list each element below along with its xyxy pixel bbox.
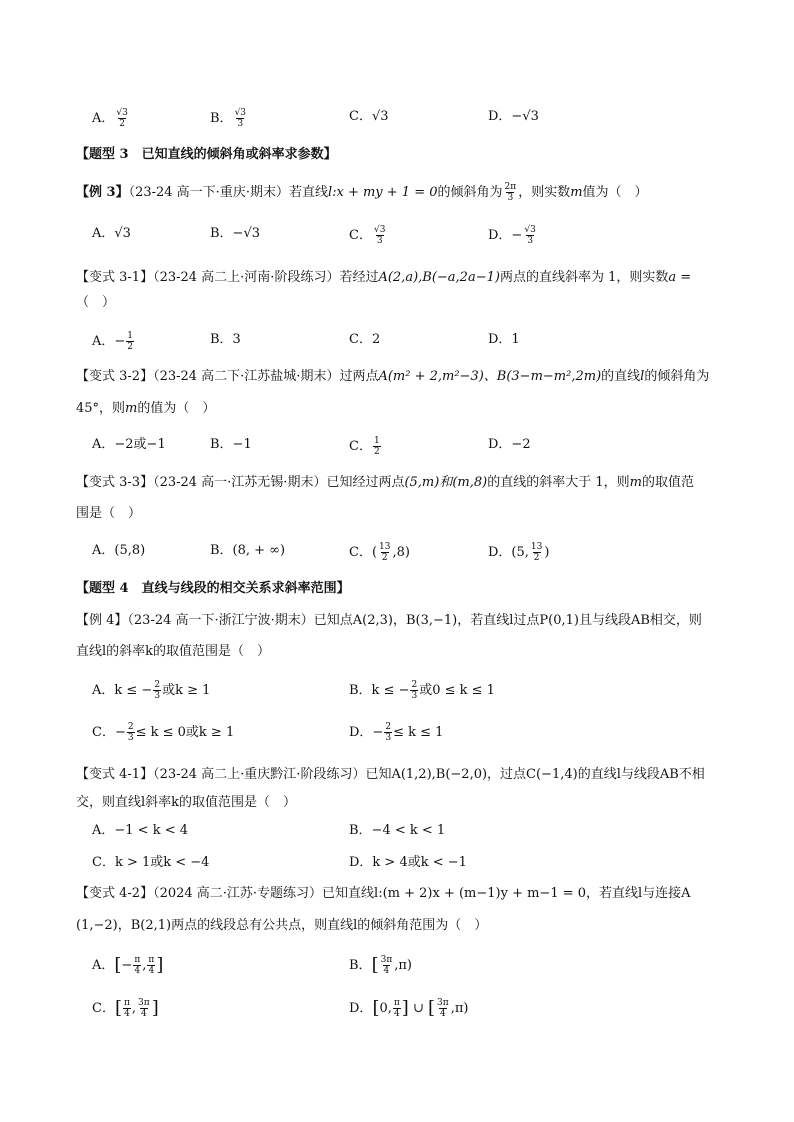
option-b: B．3 <box>210 332 241 347</box>
option-a: A．√3 <box>92 226 131 241</box>
option-d: D．1 <box>488 332 520 347</box>
option-d: D．− $\frac{√3}{3}$ <box>488 225 536 246</box>
option-c: C．[ $\frac{\pi}{4}$ , $\frac{3\pi}{4}$ ] <box>92 997 159 1019</box>
variant-3-3-line-2: 围是（ ） <box>76 506 142 521</box>
option-d: D．−√3 <box>488 109 539 124</box>
example-4-line-1: 【例 4】（23-24 高一下·浙江宁波·期末）已知点A(2,3)，B(3,−1)，若直线l过点P(0,1)且与线段AB相交，则 <box>76 613 702 628</box>
option-b: B．(8, + ∞) <box>210 543 286 558</box>
variant-4-1-line-2: 交，则直线l斜率k的取值范围是（ ） <box>76 795 297 810</box>
option-c: C．− $\frac{2}{3}$ ≤ k ≤ 0或k ≥ 1 <box>92 722 235 743</box>
option-d: D．k > 4或k < −1 <box>349 855 467 870</box>
option-c: C．( $\frac{13}{2}$ ,8) <box>349 542 410 563</box>
option-c: C．2 <box>349 332 381 347</box>
option-c: C．√3 <box>349 109 389 124</box>
option-b: B．−√3 <box>210 226 261 241</box>
option-b: B．[ $\frac{3\pi}{4}$ ,π) <box>349 954 412 976</box>
option-a: A．−2或−1 <box>92 437 166 452</box>
variant-3-1-line-2: （ ） <box>76 295 116 310</box>
option-b: B．−4 < k < 1 <box>349 823 446 838</box>
option-a: A．− $\frac{1}{2}$ <box>92 331 134 352</box>
option-a: A．k ≤ − $\frac{2}{3}$ 或k ≥ 1 <box>92 680 211 701</box>
option-b: B．−1 <box>210 437 252 452</box>
option-a: A．(5,8) <box>92 543 146 558</box>
option-b: B． $\frac{√3}{3}$ <box>210 108 247 129</box>
variant-4-1-line-1: 【变式 4-1】（23-24 高二上·重庆黔江·阶段练习）已知A(1,2),B(−2,0)，过点C(−1,4)的直线l与线段AB不相 <box>76 767 705 782</box>
section-title-3: 【题型 3 已知直线的倾斜角或斜率求参数】 <box>76 147 337 162</box>
variant-4-2-line-2: (1,−2)，B(2,1)两点的线段总有公共点，则直线l的倾斜角范围为（ ） <box>76 918 488 933</box>
option-a: A．−1 < k < 4 <box>92 823 189 838</box>
option-c: C． $\frac{√3}{3}$ <box>349 225 386 246</box>
option-c: C． $\frac{1}{2}$ <box>349 436 380 457</box>
section-title-4: 【题型 4 直线与线段的相交关系求斜率范围】 <box>76 581 350 596</box>
example-4-line-2: 直线l的斜率k的取值范围是（ ） <box>76 644 271 659</box>
variant-3-3-line-1: 【变式 3-3】（23-24 高一·江苏无锡·期末）已知经过两点(5,m)和(m,8)的直线的斜率大于 1，则m的取值范 <box>76 475 694 490</box>
option-d: D．(5, $\frac{13}{2}$ ) <box>488 542 550 563</box>
option-b: B．k ≤ − $\frac{2}{3}$ 或0 ≤ k ≤ 1 <box>349 680 495 701</box>
option-a: A． $\frac{√3}{2}$ <box>92 108 128 129</box>
option-c: C．k > 1或k < −4 <box>92 855 210 870</box>
option-a: A．[− $\frac{\pi}{4}$ , $\frac{\pi}{4}$ ] <box>92 954 164 976</box>
example-3-stem: 【例 3】（23-24 高一下·重庆·期末）若直线l:x + my + 1 = 0的倾斜角为 $\frac{2\pi}{3}$ ，则实数m值为（ ） <box>76 182 648 203</box>
variant-3-1-line-1: 【变式 3-1】（23-24 高二上·河南·阶段练习）若经过A(2,a),B(−a,2a−1)两点的直线斜率为 1，则实数a = <box>76 270 692 285</box>
variant-3-2-line-1: 【变式 3-2】（23-24 高二下·江苏盐城·期末）过两点A(m² + 2,m²−3)、B(3−m−m²,2m)的直线l的倾斜角为 <box>76 369 710 384</box>
option-d: D．−2 <box>488 437 531 452</box>
variant-4-2-line-1: 【变式 4-2】（2024 高二·江苏·专题练习）已知直线l:(m + 2)x + (m−1)y + m−1 = 0，若直线l与连接A <box>76 886 691 901</box>
option-d: D．[0, $\frac{\pi}{4}$ ] ∪ [ $\frac{3\pi}{4}$ ,π) <box>349 997 469 1019</box>
variant-3-2-line-2: 45°，则m的值为（ ） <box>76 401 216 416</box>
option-d: D．− $\frac{2}{3}$ ≤ k ≤ 1 <box>349 722 444 743</box>
